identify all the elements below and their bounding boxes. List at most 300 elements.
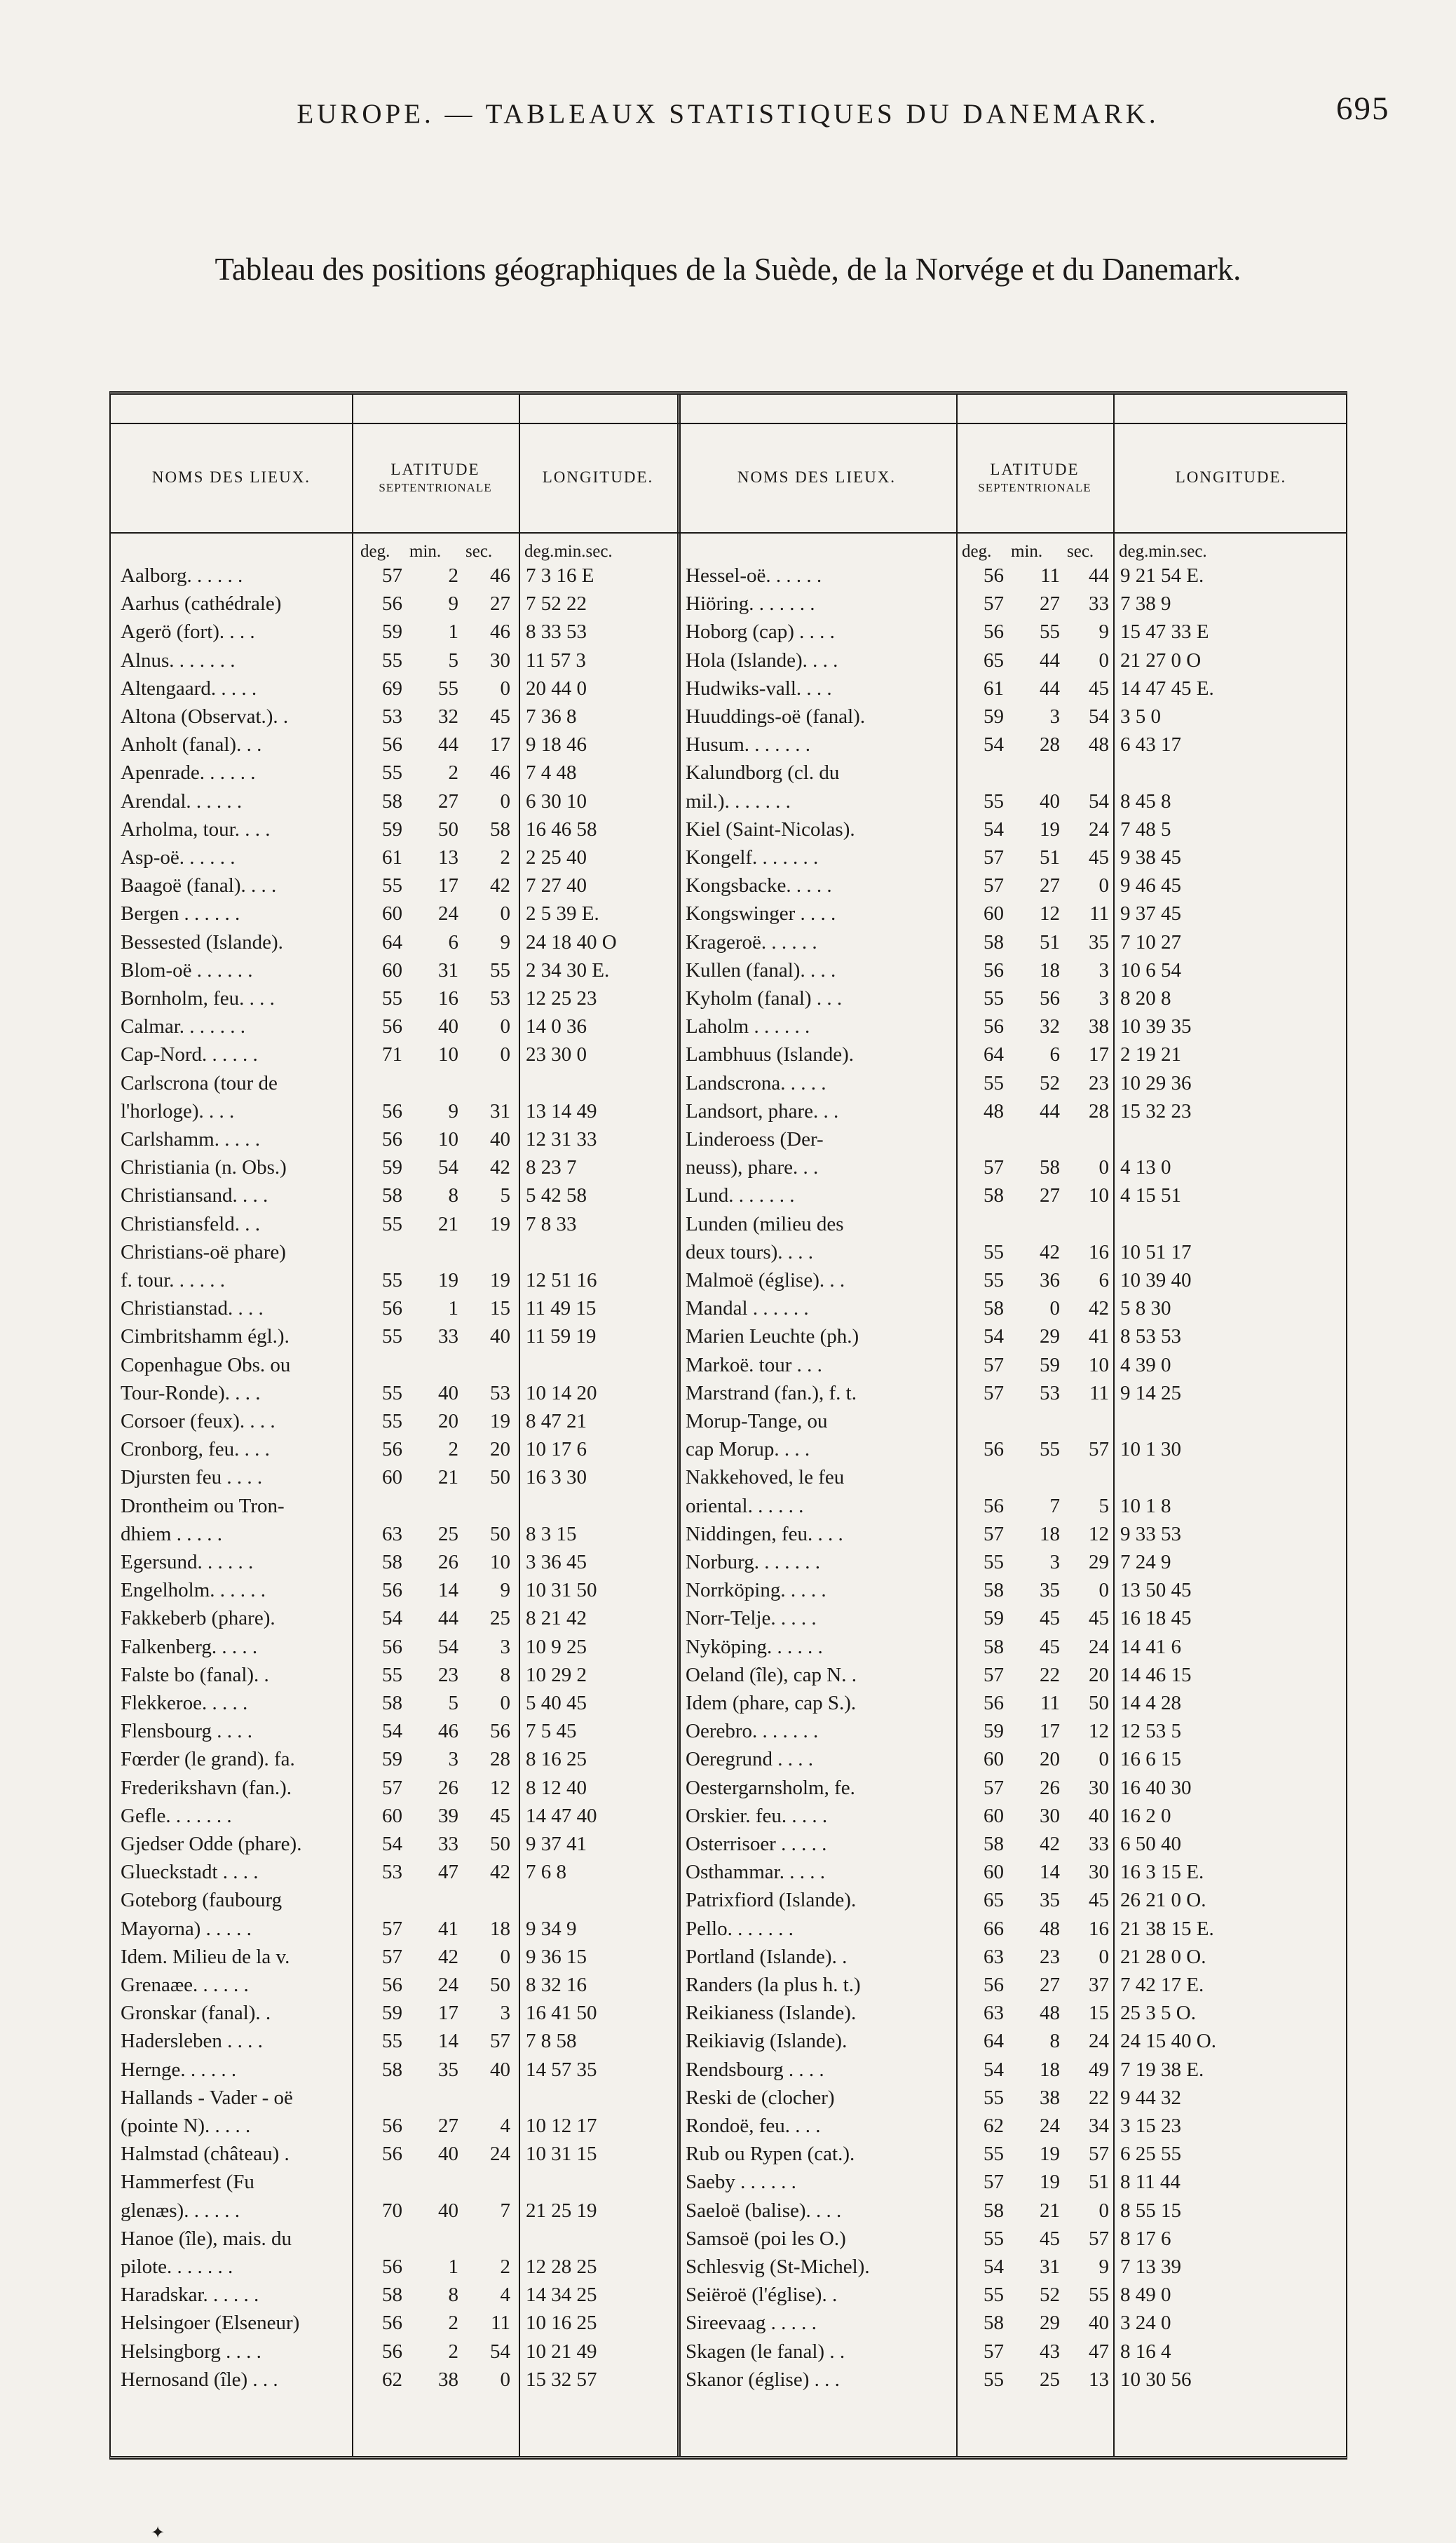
place-name: Huuddings-oë (fanal).	[686, 705, 866, 728]
latitude-degrees: 53	[382, 705, 402, 728]
longitude-value: 14 34 25	[526, 2284, 597, 2307]
latitude-seconds: 37	[1089, 1974, 1109, 1996]
latitude-minutes: 44	[1040, 1099, 1060, 1123]
latitude-seconds: 11	[1089, 902, 1109, 925]
latitude-minutes: 56	[1040, 987, 1060, 1010]
latitude-degrees: 54	[382, 1833, 402, 1855]
place-name: Oeregrund . . . .	[686, 1748, 814, 1771]
latitude-seconds: 19	[490, 1410, 510, 1432]
longitude-value: 12 28 25	[526, 2256, 597, 2278]
latitude-minutes: 36	[1040, 1269, 1060, 1291]
latitude-seconds: 18	[490, 1917, 510, 1940]
latitude-degrees: 57	[984, 874, 1004, 897]
longitude-value: 8 12 40	[526, 1776, 587, 1799]
place-name: pilote. . . . . . .	[121, 2256, 233, 2278]
place-name: Samsoë (poi les O.)	[686, 2227, 846, 2250]
place-name: Falste bo (fanal). .	[121, 1663, 269, 1686]
longitude-value: 21 27 0 O	[1120, 649, 1202, 672]
latitude-seconds: 4	[500, 2115, 510, 2137]
latitude-seconds: 27	[490, 592, 510, 616]
latitude-seconds: 0	[500, 677, 510, 700]
place-name: Hessel-oë. . . . . .	[686, 564, 822, 587]
place-name: Grenaæe. . . . . .	[121, 1974, 249, 1996]
longitude-value: 25 3 5 O.	[1120, 2002, 1196, 2025]
longitude-value: 8 33 53	[526, 621, 587, 644]
latitude-degrees: 56	[382, 2256, 402, 2278]
longitude-value: 14 57 35	[526, 2058, 597, 2081]
longitude-value: 10 29 2	[526, 1663, 587, 1686]
latitude-degrees: 70	[382, 2199, 402, 2222]
unit-sec: sec.	[465, 542, 493, 561]
latitude-degrees: 59	[382, 2002, 402, 2025]
latitude-degrees: 55	[984, 1071, 1004, 1094]
latitude-degrees: 57	[984, 592, 1004, 616]
longitude-value: 7 13 39	[1120, 2256, 1181, 2278]
place-name: Oestergarnsholm, fe.	[686, 1776, 855, 1799]
latitude-minutes: 52	[1040, 1071, 1060, 1094]
latitude-minutes: 38	[438, 2368, 458, 2391]
longitude-value: 8 23 7	[526, 1156, 577, 1179]
latitude-minutes: 0	[1049, 1297, 1060, 1320]
longitude-value: 7 19 38 E.	[1120, 2058, 1204, 2081]
latitude-minutes: 55	[1040, 1438, 1060, 1461]
latitude-minutes: 17	[438, 2002, 458, 2025]
place-name: Skanor (église) . . .	[686, 2368, 840, 2391]
longitude-value: 7 42 17 E.	[1120, 1974, 1204, 1996]
header-latitude-right	[956, 428, 1113, 527]
place-name: Malmoë (église). . .	[686, 1269, 845, 1291]
latitude-degrees: 57	[984, 1776, 1004, 1799]
place-name: Goteborg (faubourg	[121, 1889, 283, 1912]
latitude-seconds: 0	[500, 1015, 510, 1038]
header-latitude-label: LATITUDE	[990, 461, 1080, 478]
latitude-minutes: 35	[1040, 1579, 1060, 1602]
latitude-seconds: 12	[490, 1776, 510, 1799]
latitude-minutes: 59	[1040, 1353, 1060, 1376]
place-name: Fakkeberb (phare).	[121, 1607, 275, 1630]
latitude-degrees: 57	[984, 1381, 1004, 1404]
latitude-degrees: 57	[984, 1353, 1004, 1376]
latitude-seconds: 19	[490, 1269, 510, 1291]
place-name: Asp-oë. . . . . .	[121, 846, 236, 869]
center-double-rule	[677, 395, 681, 2456]
longitude-value: 16 40 30	[1120, 1776, 1192, 1799]
latitude-minutes: 1	[448, 2256, 458, 2278]
latitude-seconds: 3	[1098, 987, 1109, 1010]
latitude-minutes: 5	[448, 1692, 458, 1714]
place-name: Calmar. . . . . . .	[121, 1015, 246, 1038]
place-name: Hammerfest (Fu	[121, 2171, 254, 2194]
latitude-minutes: 27	[1040, 1974, 1060, 1996]
latitude-minutes: 23	[438, 1663, 458, 1686]
latitude-seconds: 50	[490, 1833, 510, 1855]
header-names-right	[677, 428, 956, 527]
latitude-degrees: 57	[984, 2340, 1004, 2363]
longitude-value: 12 53 5	[1120, 1720, 1181, 1743]
longitude-value: 10 1 30	[1120, 1438, 1181, 1461]
latitude-minutes: 25	[438, 1522, 458, 1545]
longitude-value: 14 41 6	[1120, 1635, 1181, 1658]
latitude-degrees: 56	[382, 1579, 402, 1602]
place-name: Saeloë (balise). . . .	[686, 2199, 842, 2222]
latitude-seconds: 11	[1089, 1381, 1109, 1404]
longitude-value: 7 38 9	[1120, 592, 1171, 616]
latitude-seconds: 9	[1098, 621, 1109, 644]
latitude-seconds: 34	[1089, 2115, 1109, 2137]
place-name: Skagen (le fanal) . .	[686, 2340, 845, 2363]
latitude-seconds: 16	[1089, 1917, 1109, 1940]
latitude-seconds: 15	[1089, 2002, 1109, 2025]
latitude-minutes: 3	[1049, 705, 1060, 728]
latitude-degrees: 56	[382, 1015, 402, 1038]
latitude-minutes: 26	[438, 1776, 458, 1799]
latitude-degrees: 59	[382, 818, 402, 841]
latitude-seconds: 9	[500, 930, 510, 954]
longitude-value: 12 31 33	[526, 1128, 597, 1151]
place-name: Drontheim ou Tron-	[121, 1494, 285, 1517]
latitude-minutes: 45	[1040, 1635, 1060, 1658]
longitude-value: 2 5 39 E.	[526, 902, 599, 925]
place-name: Gefle. . . . . . .	[121, 1804, 232, 1827]
longitude-value: 10 39 35	[1120, 1015, 1192, 1038]
latitude-degrees: 56	[984, 1438, 1004, 1461]
latitude-minutes: 8	[1049, 2030, 1060, 2053]
longitude-value: 3 36 45	[526, 1551, 587, 1573]
longitude-value: 7 4 48	[526, 761, 577, 785]
longitude-value: 7 36 8	[526, 705, 577, 728]
latitude-seconds: 40	[490, 2058, 510, 2081]
latitude-degrees: 61	[382, 846, 402, 869]
latitude-minutes: 13	[438, 846, 458, 869]
latitude-minutes: 47	[438, 1861, 458, 1884]
header-names-left	[111, 428, 352, 527]
place-name: deux tours). . . .	[686, 1240, 814, 1263]
latitude-minutes: 40	[438, 2143, 458, 2166]
longitude-value: 5 8 30	[1120, 1297, 1171, 1320]
longitude-value: 15 32 23	[1120, 1099, 1192, 1123]
place-name: Marien Leuchte (ph.)	[686, 1325, 859, 1348]
latitude-degrees: 54	[984, 2058, 1004, 2081]
place-name: Haradskar. . . . . .	[121, 2284, 259, 2307]
longitude-value: 16 46 58	[526, 818, 597, 841]
latitude-units-left	[360, 542, 492, 562]
latitude-minutes: 42	[1040, 1833, 1060, 1855]
place-name: Lund. . . . . . .	[686, 1184, 795, 1207]
latitude-degrees: 58	[382, 789, 402, 813]
place-name: Mandal . . . . . .	[686, 1297, 809, 1320]
longitude-value: 6 30 10	[526, 789, 587, 813]
latitude-degrees: 56	[984, 1974, 1004, 1996]
latitude-degrees: 62	[382, 2368, 402, 2391]
latitude-minutes: 44	[438, 1607, 458, 1630]
longitude-value: 26 21 0 O.	[1120, 1889, 1206, 1912]
latitude-seconds: 5	[1098, 1494, 1109, 1517]
unit-deg: deg.	[962, 542, 992, 561]
place-name: Norrköping. . . . .	[686, 1579, 826, 1602]
longitude-value: 7 52 22	[526, 592, 587, 616]
latitude-degrees: 57	[984, 1156, 1004, 1179]
latitude-seconds: 0	[500, 1692, 510, 1714]
latitude-degrees: 55	[984, 2227, 1004, 2250]
latitude-minutes: 24	[438, 902, 458, 925]
latitude-degrees: 54	[984, 2256, 1004, 2278]
place-name: Hernge. . . . . .	[121, 2058, 237, 2081]
place-name: Carlscrona (tour de	[121, 1071, 278, 1094]
latitude-minutes: 45	[1040, 1607, 1060, 1630]
latitude-minutes: 53	[1040, 1381, 1060, 1404]
latitude-seconds: 54	[1089, 789, 1109, 813]
latitude-seconds: 45	[1089, 846, 1109, 869]
place-name: cap Morup. . . .	[686, 1438, 810, 1461]
longitude-value: 11 49 15	[526, 1297, 597, 1320]
longitude-value: 8 11 44	[1120, 2171, 1181, 2194]
latitude-minutes: 24	[438, 1974, 458, 1996]
place-name: Oerebro. . . . . . .	[686, 1720, 819, 1743]
latitude-minutes: 19	[1040, 2171, 1060, 2194]
place-name: Engelholm. . . . . .	[121, 1579, 266, 1602]
place-name: Osthammar. . . . .	[686, 1861, 825, 1884]
latitude-minutes: 9	[448, 1099, 458, 1123]
latitude-minutes: 27	[1040, 1184, 1060, 1207]
latitude-seconds: 3	[500, 1635, 510, 1658]
latitude-minutes: 6	[1049, 1043, 1060, 1066]
place-name: Osterrisoer . . . . .	[686, 1833, 827, 1855]
latitude-minutes: 40	[438, 2199, 458, 2222]
latitude-degrees: 57	[382, 1945, 402, 1968]
place-name: Aalborg. . . . . .	[121, 564, 243, 587]
latitude-minutes: 2	[448, 2312, 458, 2335]
longitude-value: 3 15 23	[1120, 2115, 1181, 2137]
latitude-minutes: 58	[1040, 1156, 1060, 1179]
longitude-value: 14 47 40	[526, 1804, 597, 1827]
latitude-minutes: 18	[1040, 958, 1060, 982]
longitude-value: 8 47 21	[526, 1410, 587, 1432]
latitude-seconds: 10	[490, 1551, 510, 1573]
place-name: Patrixfiord (Islande).	[686, 1889, 857, 1912]
header-names-label: NOMS DES LIEUX.	[151, 468, 311, 487]
place-name: Agerö (fort). . . .	[121, 621, 255, 644]
latitude-degrees: 54	[382, 1720, 402, 1743]
latitude-seconds: 51	[1089, 2171, 1109, 2194]
latitude-seconds: 42	[490, 874, 510, 897]
longitude-value: 16 3 30	[526, 1466, 587, 1489]
place-name: glenæs). . . . . .	[121, 2199, 240, 2222]
place-name: Niddingen, feu. . . .	[686, 1522, 843, 1545]
latitude-seconds: 19	[490, 1212, 510, 1235]
longitude-value: 4 15 51	[1120, 1184, 1181, 1207]
latitude-degrees: 64	[984, 1043, 1004, 1066]
latitude-degrees: 56	[382, 592, 402, 616]
latitude-seconds: 28	[490, 1748, 510, 1771]
longitude-value: 9 18 46	[526, 733, 587, 757]
latitude-minutes: 1	[448, 621, 458, 644]
latitude-seconds: 57	[1089, 2227, 1109, 2250]
place-name: Norburg. . . . . . .	[686, 1551, 820, 1573]
latitude-minutes: 32	[1040, 1015, 1060, 1038]
printer-mark: ✦	[151, 2524, 165, 2542]
column-rule	[352, 395, 353, 2456]
latitude-seconds: 4	[500, 2284, 510, 2307]
latitude-minutes: 14	[438, 1579, 458, 1602]
latitude-degrees: 57	[984, 846, 1004, 869]
longitude-value: 8 16 25	[526, 1748, 587, 1771]
place-name: Morup-Tange, ou	[686, 1410, 828, 1432]
place-name: Arendal. . . . . .	[121, 789, 243, 813]
latitude-minutes: 41	[438, 1917, 458, 1940]
place-name: Cimbritshamm égl.).	[121, 1325, 290, 1348]
latitude-seconds: 0	[1098, 1945, 1109, 1968]
latitude-minutes: 8	[448, 1184, 458, 1207]
latitude-degrees: 65	[984, 1889, 1004, 1912]
latitude-seconds: 28	[1089, 1099, 1109, 1123]
latitude-seconds: 0	[500, 902, 510, 925]
longitude-value: 10 39 40	[1120, 1269, 1192, 1291]
latitude-degrees: 56	[382, 1974, 402, 1996]
longitude-value: 9 46 45	[1120, 874, 1181, 897]
latitude-degrees: 59	[382, 1748, 402, 1771]
longitude-value: 4 39 0	[1120, 1353, 1171, 1376]
latitude-degrees: 56	[984, 621, 1004, 644]
longitude-value: 21 25 19	[526, 2199, 597, 2222]
latitude-seconds: 38	[1089, 1015, 1109, 1038]
longitude-value: 8 17 6	[1120, 2227, 1171, 2250]
latitude-minutes: 55	[1040, 621, 1060, 644]
latitude-seconds: 49	[1089, 2058, 1109, 2081]
longitude-value: 8 45 8	[1120, 789, 1171, 813]
place-name: Apenrade. . . . . .	[121, 761, 256, 785]
latitude-degrees: 55	[382, 761, 402, 785]
place-name: neuss), phare. . .	[686, 1156, 819, 1179]
latitude-minutes: 43	[1040, 2340, 1060, 2363]
latitude-degrees: 56	[382, 2143, 402, 2166]
latitude-seconds: 50	[490, 1974, 510, 1996]
latitude-seconds: 24	[490, 2143, 510, 2166]
unit-min: min.	[1011, 542, 1043, 561]
latitude-degrees: 58	[984, 1579, 1004, 1602]
longitude-value: 14 4 28	[1120, 1692, 1181, 1714]
place-name: Hola (Islande). . . .	[686, 649, 838, 672]
longitude-value: 15 47 33 E	[1120, 621, 1209, 644]
latitude-minutes: 18	[1040, 2058, 1060, 2081]
latitude-degrees: 55	[382, 874, 402, 897]
latitude-seconds: 2	[500, 846, 510, 869]
latitude-minutes: 20	[438, 1410, 458, 1432]
place-name: Halmstad (château) .	[121, 2143, 290, 2166]
latitude-degrees: 56	[382, 1438, 402, 1461]
latitude-seconds: 57	[490, 2030, 510, 2053]
latitude-degrees: 54	[984, 1325, 1004, 1348]
place-name: Cronborg, feu. . . .	[121, 1438, 270, 1461]
longitude-value: 15 32 57	[526, 2368, 597, 2391]
column-rule	[956, 395, 958, 2456]
latitude-degrees: 59	[984, 1720, 1004, 1743]
latitude-seconds: 47	[1089, 2340, 1109, 2363]
place-name: Copenhague Obs. ou	[121, 1353, 291, 1376]
place-name: Christians-oë phare)	[121, 1240, 286, 1263]
latitude-degrees: 71	[382, 1043, 402, 1066]
latitude-minutes: 50	[438, 818, 458, 841]
longitude-value: 10 31 50	[526, 1579, 597, 1602]
place-name: Saeby . . . . . .	[686, 2171, 796, 2194]
latitude-seconds: 20	[490, 1438, 510, 1461]
latitude-seconds: 40	[1089, 1804, 1109, 1827]
latitude-minutes: 25	[1040, 2368, 1060, 2391]
place-name: Kalundborg (cl. du	[686, 761, 840, 785]
latitude-minutes: 3	[1049, 1551, 1060, 1573]
place-name: Mayorna) . . . . .	[121, 1917, 252, 1940]
latitude-minutes: 54	[438, 1635, 458, 1658]
place-name: Rondoë, feu. . . .	[686, 2115, 821, 2137]
longitude-value: 7 8 33	[526, 1212, 577, 1235]
place-name: Kongelf. . . . . . .	[686, 846, 819, 869]
longitude-value: 7 8 58	[526, 2030, 577, 2053]
latitude-seconds: 46	[490, 761, 510, 785]
longitude-value: 7 3 16 E	[526, 564, 594, 587]
latitude-seconds: 9	[1098, 2256, 1109, 2278]
longitude-value: 3 24 0	[1120, 2312, 1171, 2335]
longitude-units-left: deg.min.sec.	[524, 542, 613, 561]
positions-table	[109, 391, 1347, 2460]
longitude-value: 11 57 3	[526, 649, 586, 672]
longitude-value: 8 53 53	[1120, 1325, 1181, 1348]
latitude-minutes: 29	[1040, 1325, 1060, 1348]
latitude-seconds: 45	[1089, 1889, 1109, 1912]
latitude-degrees: 56	[382, 1297, 402, 1320]
latitude-minutes: 7	[1049, 1494, 1060, 1517]
longitude-value: 14 46 15	[1120, 1663, 1192, 1686]
latitude-seconds: 10	[1089, 1184, 1109, 1207]
latitude-seconds: 45	[490, 705, 510, 728]
latitude-seconds: 41	[1089, 1325, 1109, 1348]
latitude-seconds: 8	[500, 1663, 510, 1686]
latitude-degrees: 60	[984, 1804, 1004, 1827]
latitude-degrees: 61	[984, 677, 1004, 700]
latitude-seconds: 30	[1089, 1776, 1109, 1799]
latitude-seconds: 9	[500, 1579, 510, 1602]
longitude-value: 10 51 17	[1120, 1240, 1192, 1263]
latitude-seconds: 30	[490, 649, 510, 672]
place-name: Tour-Ronde). . . .	[121, 1381, 261, 1404]
place-name: Randers (la plus h. t.)	[686, 1974, 861, 1996]
latitude-seconds: 45	[490, 1804, 510, 1827]
latitude-minutes: 5	[448, 649, 458, 672]
latitude-degrees: 58	[382, 2284, 402, 2307]
longitude-value: 21 38 15 E.	[1120, 1917, 1214, 1940]
latitude-minutes: 45	[1040, 2227, 1060, 2250]
latitude-seconds: 0	[1098, 2199, 1109, 2222]
place-name: Markoë. tour . . .	[686, 1353, 822, 1376]
latitude-degrees: 56	[382, 2312, 402, 2335]
place-name: Frederikshavn (fan.).	[121, 1776, 292, 1799]
latitude-seconds: 6	[1098, 1269, 1109, 1291]
longitude-value: 7 48 5	[1120, 818, 1171, 841]
place-name: Carlshamm. . . . .	[121, 1128, 260, 1151]
longitude-value: 24 15 40 O.	[1120, 2030, 1216, 2053]
longitude-value: 10 16 25	[526, 2312, 597, 2335]
latitude-minutes: 46	[438, 1720, 458, 1743]
longitude-value: 13 50 45	[1120, 1579, 1192, 1602]
latitude-minutes: 32	[438, 705, 458, 728]
latitude-minutes: 8	[448, 2284, 458, 2307]
page-number: 695	[1336, 90, 1390, 127]
latitude-degrees: 56	[382, 1099, 402, 1123]
latitude-seconds: 42	[1089, 1297, 1109, 1320]
latitude-seconds: 57	[1089, 1438, 1109, 1461]
place-name: Laholm . . . . . .	[686, 1015, 810, 1038]
place-name: Egersund. . . . . .	[121, 1551, 254, 1573]
latitude-seconds: 0	[1098, 1748, 1109, 1771]
place-name: Djursten feu . . . .	[121, 1466, 263, 1489]
